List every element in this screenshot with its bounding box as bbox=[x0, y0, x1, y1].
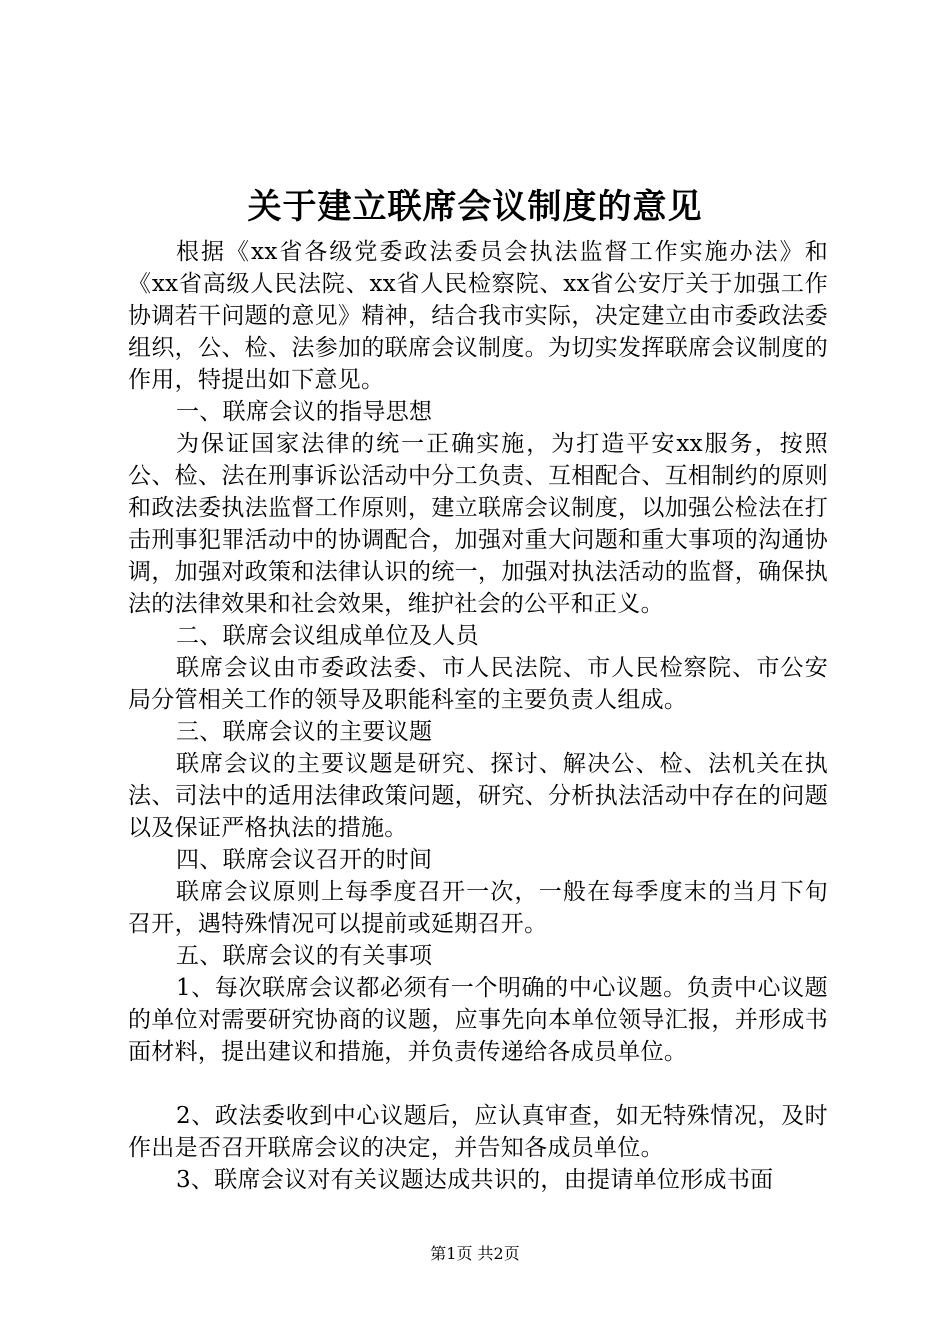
document-body bbox=[128, 236, 828, 1196]
section-heading-matters: 五、联席会议的有关事项 bbox=[176, 943, 433, 969]
schedule-paragraph: 联席会议原则上每季度召开一次，一般在每季度末的当月下旬召开，遇特殊情况可以提前或延期召开。 bbox=[128, 879, 828, 937]
blank-line bbox=[128, 1068, 828, 1100]
section-heading-members: 二、联席会议组成单位及人员 bbox=[176, 623, 479, 649]
section-heading-schedule: 四、联席会议召开的时间 bbox=[176, 847, 433, 873]
topics-paragraph: 联席会议的主要议题是研究、探讨、解决公、检、法机关在执法、司法中的适用法律政策问题，研究、分析执法活动中存在的问题以及保证严格执法的措施。 bbox=[128, 751, 828, 841]
matters-item-1: 1、每次联席会议都必须有一个明确的中心议题。负责中心议题的单位对需要研究协商的议题，应事先向本单位领导汇报，并形成书面材料，提出建议和措施，并负责传递给各成员单位。 bbox=[128, 975, 828, 1065]
document-title: 关于建立联席会议制度的意见 bbox=[247, 187, 703, 227]
page-number-footer: 第1页 共2页 bbox=[430, 1244, 520, 1263]
intro-paragraph: 根据《xx省各级党委政法委员会执法监督工作实施办法》和《xx省高级人民法院、xx省人民检察院、xx省公安厅关于加强工作协调若干问题的意见》精神，结合我市实际，决定建立由市委政法委组织，公、检、法参加的联席会议制度。为切实发挥联席会议制度的作用，特提出如下意见。 bbox=[128, 239, 828, 393]
section-heading-topics: 三、联席会议的主要议题 bbox=[176, 719, 433, 745]
members-paragraph: 联席会议由市委政法委、市人民法院、市人民检察院、市公安局分管相关工作的领导及职能科室的主要负责人组成。 bbox=[128, 655, 828, 713]
guiding-principle-paragraph: 为保证国家法律的统一正确实施，为打造平安xx服务，按照公、检、法在刑事诉讼活动中分工负责、互相配合、互相制约的原则和政法委执法监督工作原则，建立联席会议制度，以加强公检法在打击刑事犯罪活动中的协调配合，加强对重大问题和重大事项的沟通协调，加强对政策和法律认识的统一，加强对执法活动的监督，确保执法的法律效果和社会效果，维护社会的公平和正义。 bbox=[128, 431, 828, 617]
matters-item-3: 3、联席会议对有关议题达成共识的，由提请单位形成书面 bbox=[176, 1167, 774, 1193]
matters-item-2: 2、政法委收到中心议题后，应认真审查，如无特殊情况，及时作出是否召开联席会议的决定，并告知各成员单位。 bbox=[128, 1103, 828, 1161]
section-heading-guiding-principle: 一、联席会议的指导思想 bbox=[176, 399, 433, 425]
